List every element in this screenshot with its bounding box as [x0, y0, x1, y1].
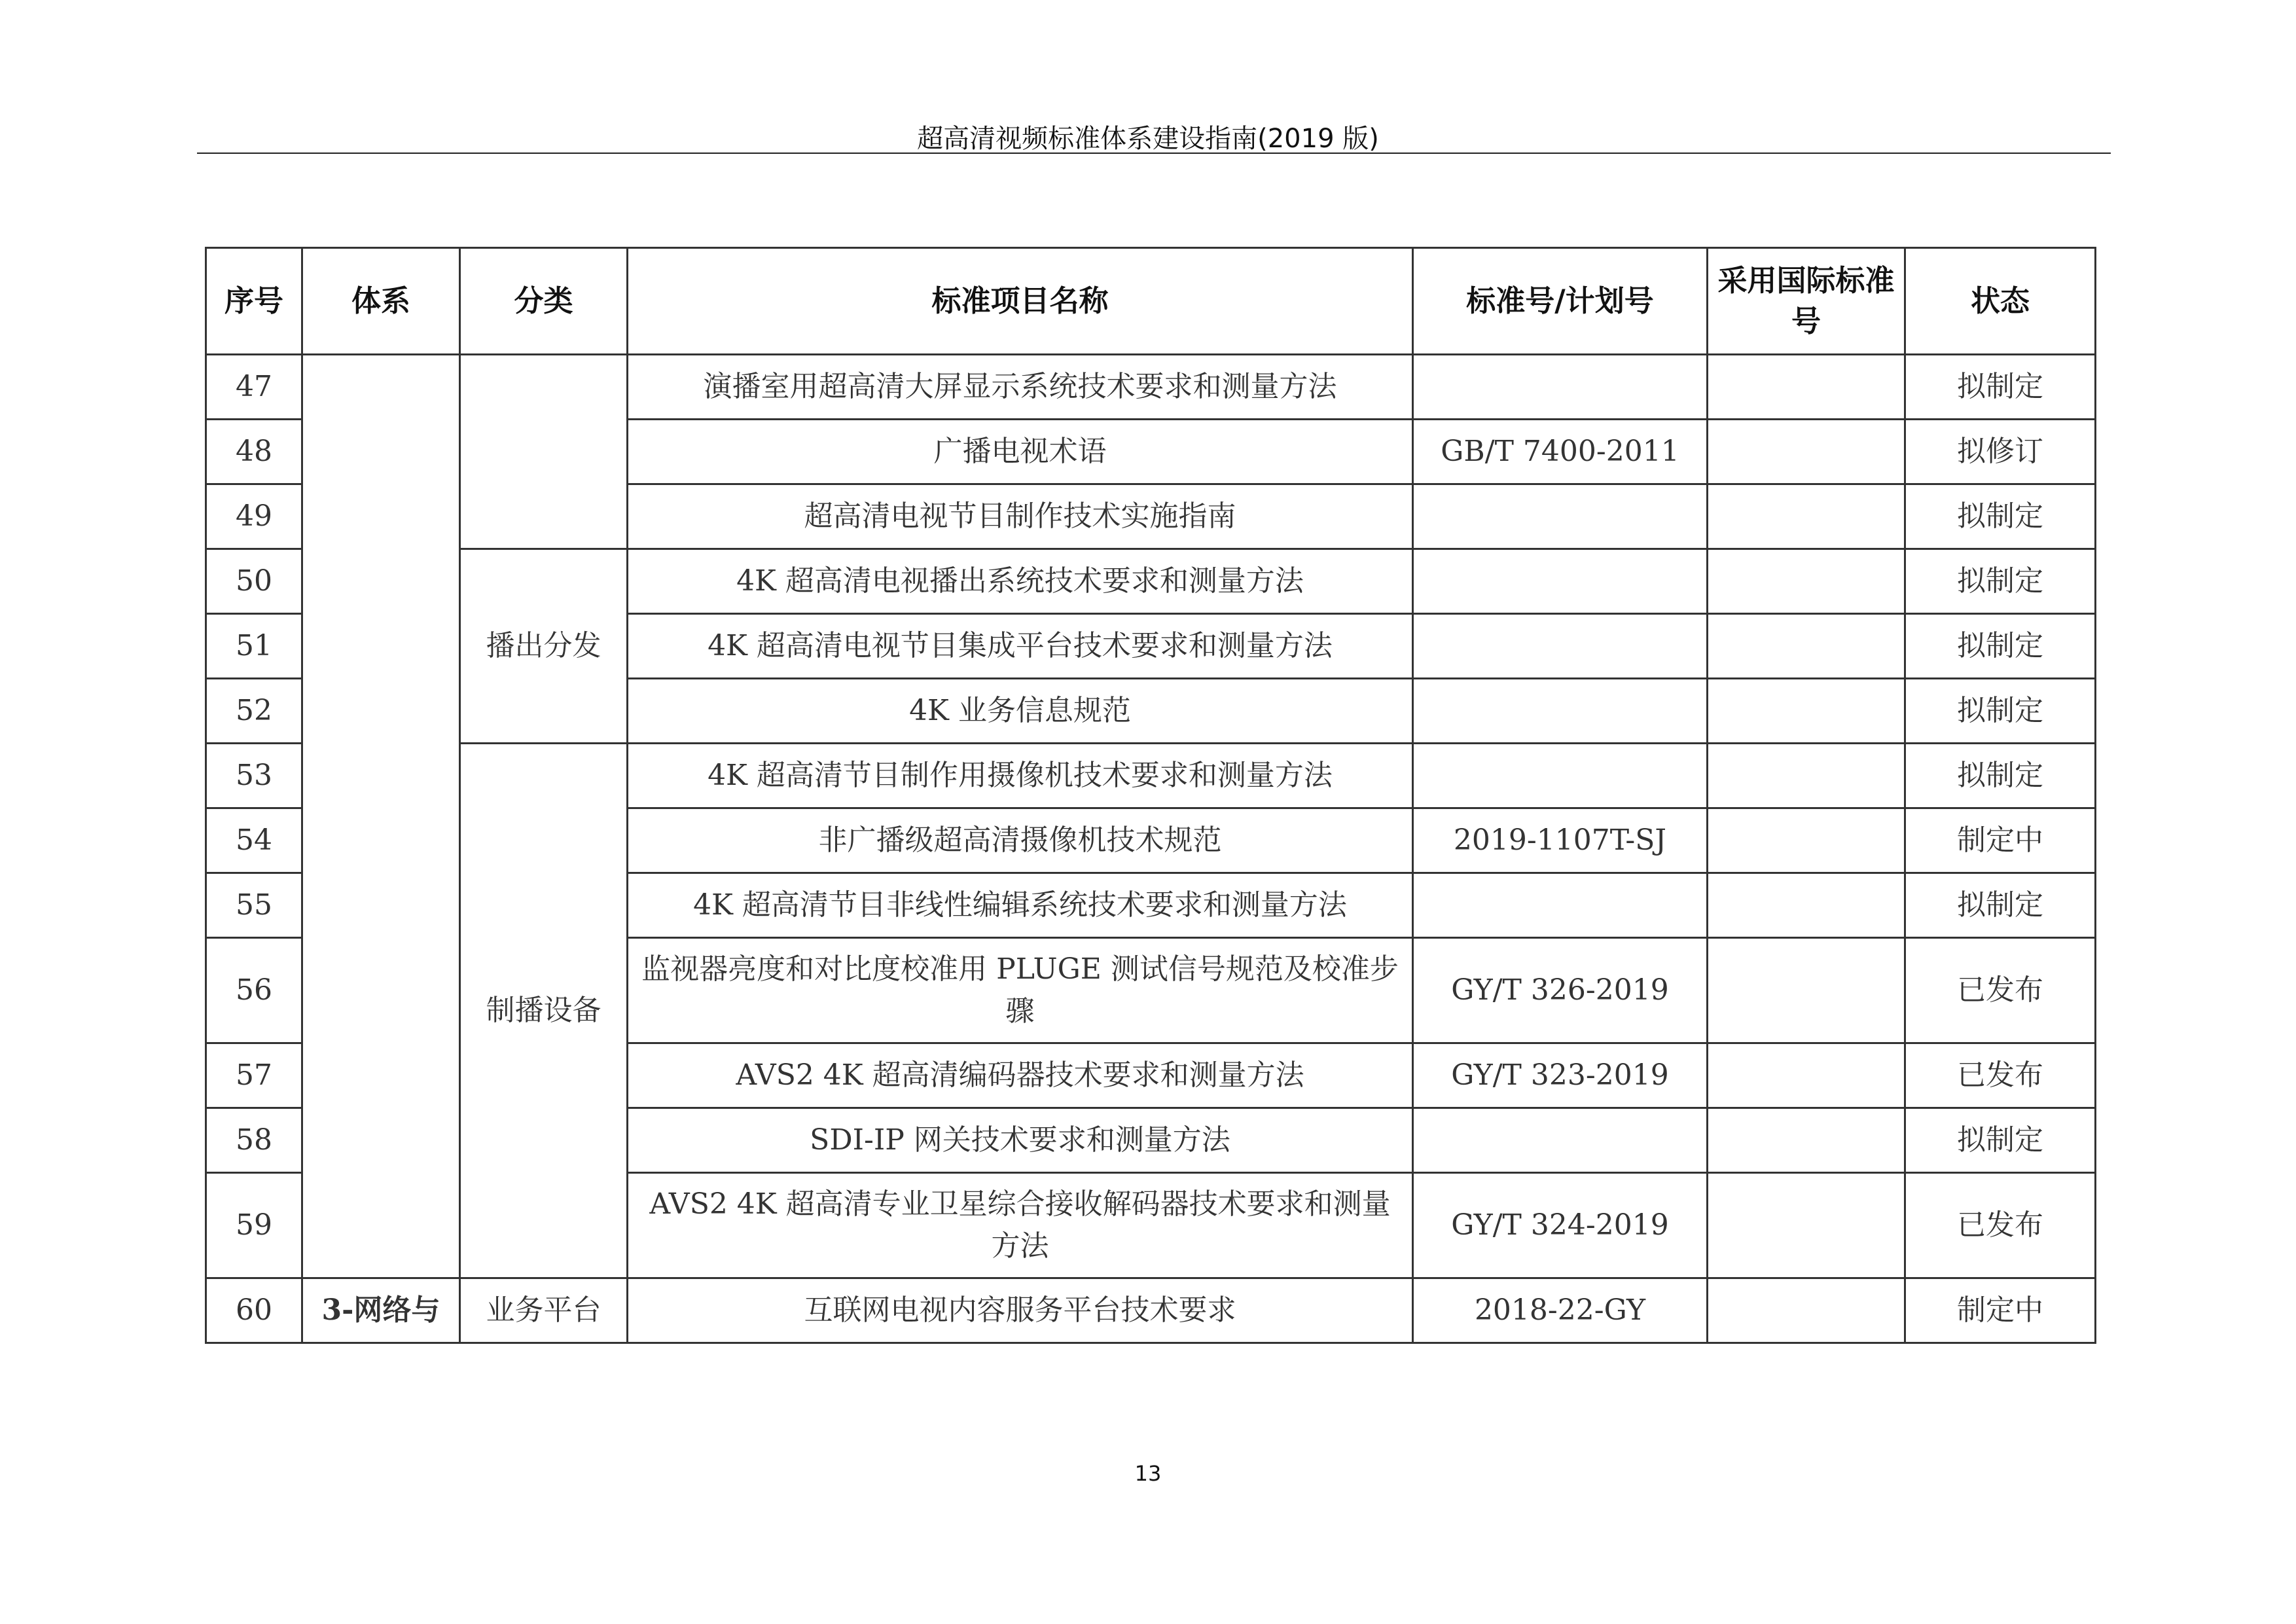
standard-number: GB/T 7400-2011	[1413, 420, 1708, 484]
status: 拟制定	[1905, 873, 2096, 938]
category-cell: 业务平台	[460, 1278, 628, 1343]
status: 拟制定	[1905, 1108, 2096, 1173]
status: 拟制定	[1905, 549, 2096, 614]
intl-standard	[1708, 679, 1905, 744]
standard-number	[1413, 355, 1708, 420]
column-header-status: 状态	[1905, 248, 2096, 355]
standard-number	[1413, 873, 1708, 938]
category-cell	[460, 355, 628, 549]
standard-number	[1413, 484, 1708, 549]
row-number: 60	[206, 1278, 302, 1343]
standard-name: AVS2 4K 超高清专业卫星综合接收解码器技术要求和测量方法	[628, 1173, 1413, 1278]
intl-standard	[1708, 355, 1905, 420]
intl-standard	[1708, 549, 1905, 614]
row-number: 58	[206, 1108, 302, 1173]
row-number: 55	[206, 873, 302, 938]
standard-name: 超高清电视节目制作技术实施指南	[628, 484, 1413, 549]
standard-name: 4K 业务信息规范	[628, 679, 1413, 744]
intl-standard	[1708, 1278, 1905, 1343]
standard-name: 4K 超高清节目非线性编辑系统技术要求和测量方法	[628, 873, 1413, 938]
standard-name: 监视器亮度和对比度校准用 PLUGE 测试信号规范及校准步骤	[628, 938, 1413, 1043]
standard-number: GY/T 326-2019	[1413, 938, 1708, 1043]
status: 拟修订	[1905, 420, 2096, 484]
table-row	[206, 549, 2096, 614]
status: 制定中	[1905, 1278, 2096, 1343]
column-header-system: 体系	[302, 248, 460, 355]
status: 拟制定	[1905, 744, 2096, 808]
category-cell: 播出分发	[460, 549, 628, 744]
standard-number	[1413, 549, 1708, 614]
category-cell: 制播设备	[460, 744, 628, 1278]
status: 制定中	[1905, 808, 2096, 873]
column-header-category: 分类	[460, 248, 628, 355]
row-number: 56	[206, 938, 302, 1043]
column-header-intl-standard: 采用国际标准号	[1708, 248, 1905, 355]
row-number: 54	[206, 808, 302, 873]
standard-number: GY/T 323-2019	[1413, 1043, 1708, 1108]
standard-name: 演播室用超高清大屏显示系统技术要求和测量方法	[628, 355, 1413, 420]
row-number: 49	[206, 484, 302, 549]
column-header-standard-name: 标准项目名称	[628, 248, 1413, 355]
table-row	[206, 355, 2096, 420]
standard-number: GY/T 324-2019	[1413, 1173, 1708, 1278]
intl-standard	[1708, 484, 1905, 549]
standard-number: 2018-22-GY	[1413, 1278, 1708, 1343]
row-number: 53	[206, 744, 302, 808]
intl-standard	[1708, 1108, 1905, 1173]
standard-name: 非广播级超高清摄像机技术规范	[628, 808, 1413, 873]
running-header-title: 超高清视频标准体系建设指南(2019 版)	[917, 124, 1379, 154]
row-number: 48	[206, 420, 302, 484]
column-header-no: 序号	[206, 248, 302, 355]
status: 已发布	[1905, 1043, 2096, 1108]
standard-number	[1413, 744, 1708, 808]
standard-number	[1413, 679, 1708, 744]
row-number: 57	[206, 1043, 302, 1108]
table-row	[206, 1278, 2096, 1343]
status: 拟制定	[1905, 614, 2096, 679]
intl-standard	[1708, 1173, 1905, 1278]
standard-name: 4K 超高清节目制作用摄像机技术要求和测量方法	[628, 744, 1413, 808]
intl-standard	[1708, 808, 1905, 873]
system-cell: 3-网络与	[302, 1278, 460, 1343]
system-cell	[302, 355, 460, 1278]
standard-name: 4K 超高清电视播出系统技术要求和测量方法	[628, 549, 1413, 614]
status: 已发布	[1905, 938, 2096, 1043]
status: 已发布	[1905, 1173, 2096, 1278]
standard-name: AVS2 4K 超高清编码器技术要求和测量方法	[628, 1043, 1413, 1108]
intl-standard	[1708, 873, 1905, 938]
intl-standard	[1708, 614, 1905, 679]
standard-name: SDI-IP 网关技术要求和测量方法	[628, 1108, 1413, 1173]
row-number: 51	[206, 614, 302, 679]
standard-number: 2019-1107T-SJ	[1413, 808, 1708, 873]
standard-name: 4K 超高清电视节目集成平台技术要求和测量方法	[628, 614, 1413, 679]
row-number: 52	[206, 679, 302, 744]
column-header-standard-number: 标准号/计划号	[1413, 248, 1708, 355]
standard-name: 广播电视术语	[628, 420, 1413, 484]
standard-number	[1413, 614, 1708, 679]
status: 拟制定	[1905, 355, 2096, 420]
header-rule	[197, 153, 2111, 154]
intl-standard	[1708, 744, 1905, 808]
standard-number	[1413, 1108, 1708, 1173]
table-header-row	[206, 248, 2096, 355]
row-number: 59	[206, 1173, 302, 1278]
intl-standard	[1708, 1043, 1905, 1108]
page-number: 13	[1134, 1461, 1162, 1486]
status: 拟制定	[1905, 679, 2096, 744]
standard-name: 互联网电视内容服务平台技术要求	[628, 1278, 1413, 1343]
intl-standard	[1708, 420, 1905, 484]
intl-standard	[1708, 938, 1905, 1043]
row-number: 50	[206, 549, 302, 614]
row-number: 47	[206, 355, 302, 420]
status: 拟制定	[1905, 484, 2096, 549]
standards-table	[205, 247, 2096, 1344]
table-row	[206, 744, 2096, 808]
